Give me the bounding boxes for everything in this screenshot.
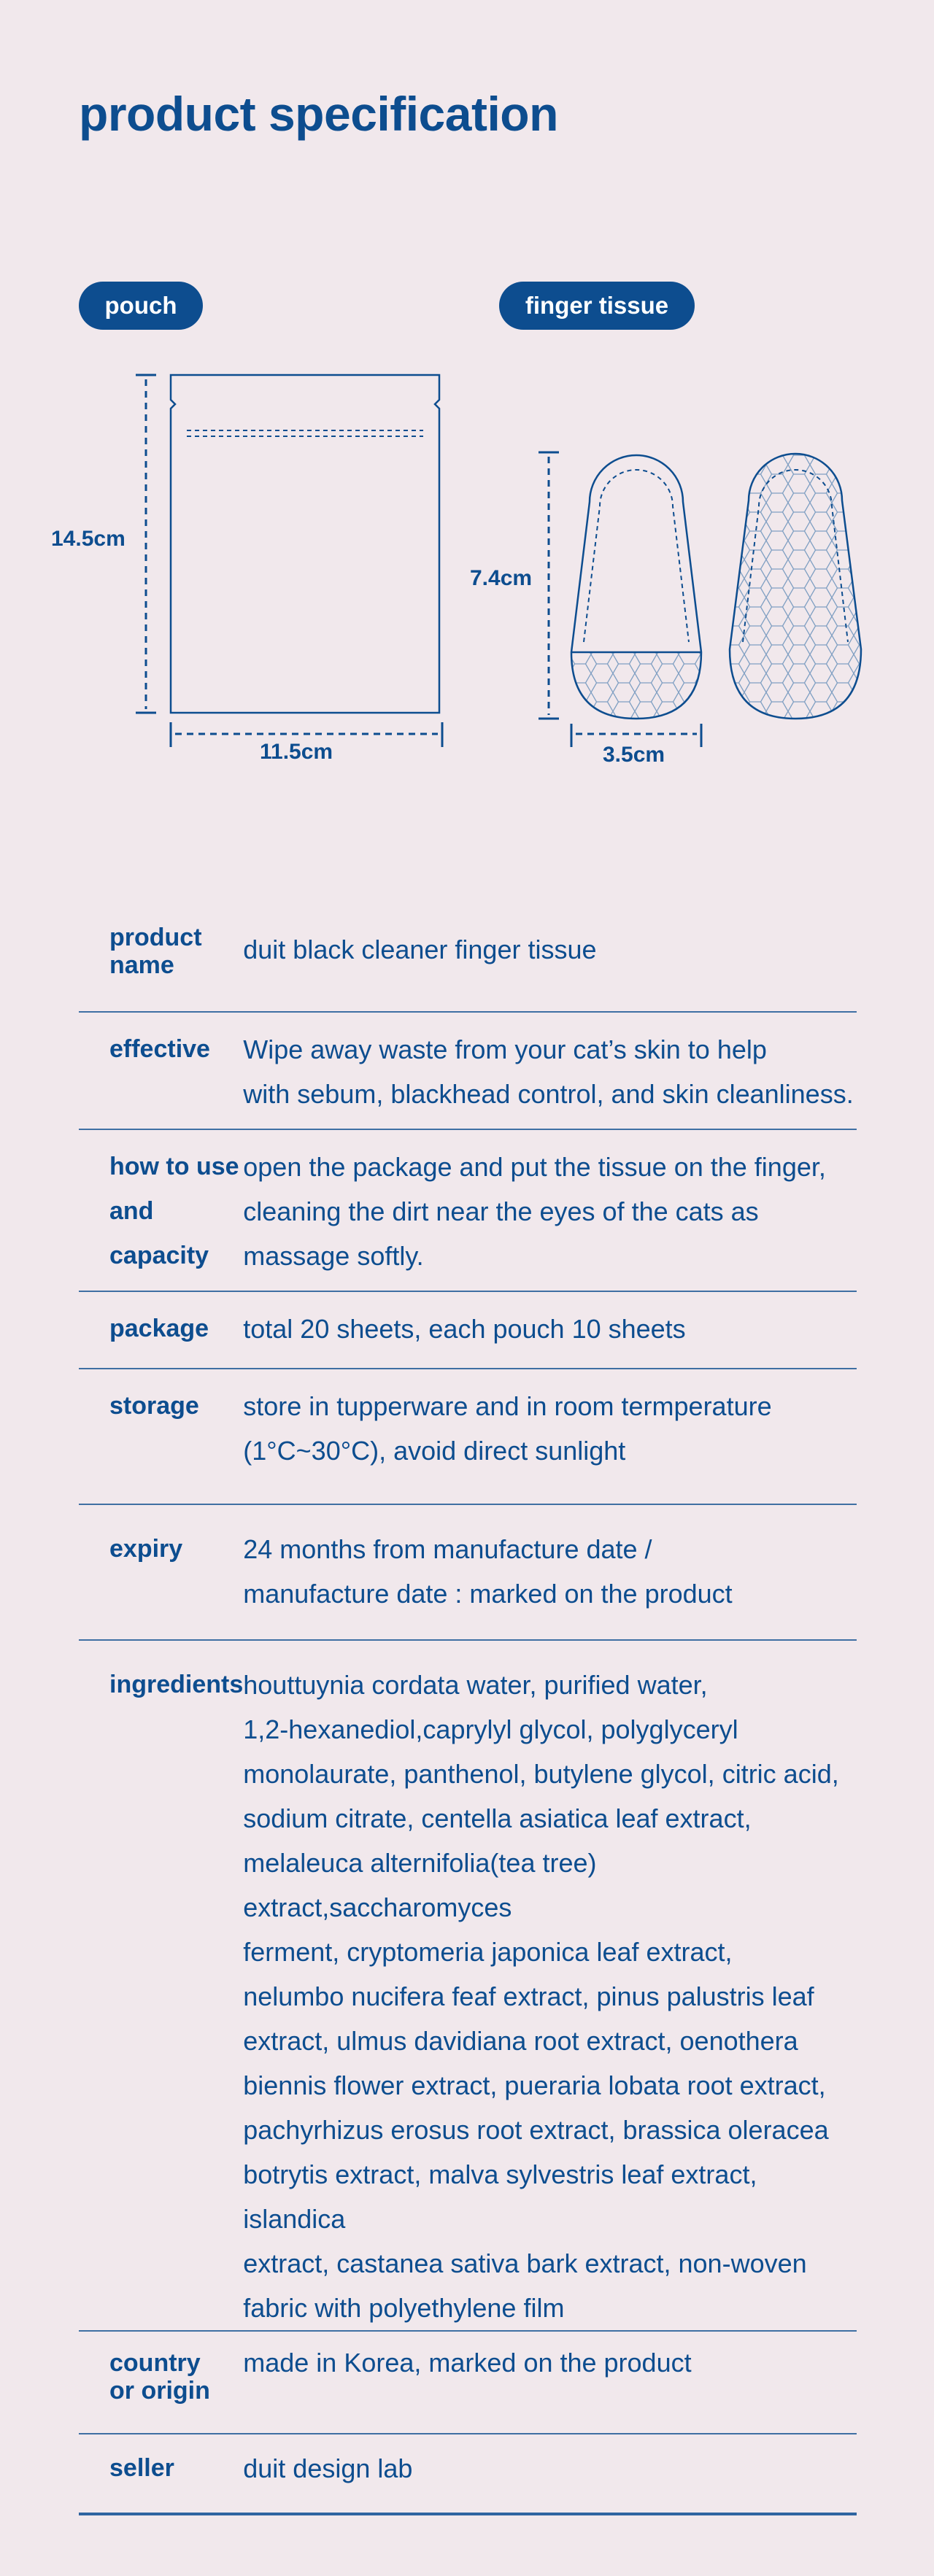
- seller-label: seller: [109, 2454, 174, 2482]
- product-dimension-illustration: [0, 321, 934, 788]
- finger-tissue-drawing-front: [539, 452, 701, 747]
- spec-row-effective: [79, 1012, 857, 1129]
- ingredients-label: ingredients: [109, 1671, 244, 1698]
- package-label: package: [109, 1315, 209, 1342]
- spec-row-storage: [79, 1369, 857, 1504]
- pouch-height-label: 14.5cm: [51, 527, 126, 551]
- product-spec-table: [79, 897, 857, 2515]
- effective-value: Wipe away waste from your cat’s skin to help with sebum, blackhead control, and skin cleanliness.: [243, 1034, 854, 1109]
- spec-row-seller: [79, 2434, 857, 2514]
- product-name-value: duit black cleaner finger tissue: [243, 935, 597, 964]
- seller-value: duit design lab: [243, 2453, 413, 2483]
- finger-tissue-drawing-back: [730, 454, 861, 719]
- how-to-use-value: open the package and put the tissue on the finger, cleaning the dirt near the eyes of the cats as massage softly.: [243, 1152, 826, 1271]
- expiry-label: expiry: [109, 1535, 183, 1563]
- finger-tissue-width-label: 3.5cm: [603, 743, 665, 767]
- package-value: total 20 sheets, each pouch 10 sheets: [243, 1314, 686, 1344]
- country-label: country or origin: [109, 2349, 210, 2405]
- page-title: product specification: [79, 87, 558, 141]
- expiry-value: 24 months from manufacture date / manufacture date : marked on the product: [243, 1534, 733, 1609]
- country-value: made in Korea, marked on the product: [243, 2348, 692, 2378]
- finger-tissue-height-label: 7.4cm: [470, 566, 533, 590]
- spec-row-package: [79, 1291, 857, 1369]
- pouch-drawing: [136, 375, 442, 747]
- product-name-label: product name: [109, 924, 202, 979]
- spec-row-ingredients: [79, 1640, 857, 2331]
- ingredients-value: houttuynia cordata water, purified water, 1,2-hexanediol,caprylyl glycol, polyglyceryl monolaurate, panthenol, butylene glycol, citric acid, sodium citrate, centella asiatica leaf extract, melaleuca alternifolia(tea tree) extract,saccharomyces ferment, cryptomeria japonica leaf extract, nelumbo nucifera feaf extract, pinus palustris leaf extract, ulmus davidiana root extract, oenothera biennis flower extract, pueraria lobata root extract, pachyrhizus erosus root extract, brassica oleracea botrytis extract, malva sylvestris leaf extract, islandica extract, castanea sativa bark extract, non-woven fabric with polyethylene film: [243, 1670, 839, 2323]
- pouch-label-badge: pouch: [79, 282, 203, 330]
- finger-tissue-label-badge: finger tissue: [499, 282, 695, 330]
- spec-row-how-to-use: [79, 1129, 857, 1291]
- storage-value: store in tupperware and in room termperature (1°C~30°C), avoid direct sunlight: [243, 1391, 772, 1466]
- spec-row-product-name: [79, 897, 857, 1012]
- spec-row-country: [79, 2331, 857, 2434]
- spec-row-expiry: [79, 1504, 857, 1640]
- effective-label: effective: [109, 1035, 210, 1063]
- how-to-use-label: how to use and capacity: [109, 1153, 239, 1269]
- pouch-width-label: 11.5cm: [260, 740, 333, 764]
- storage-label: storage: [109, 1392, 199, 1420]
